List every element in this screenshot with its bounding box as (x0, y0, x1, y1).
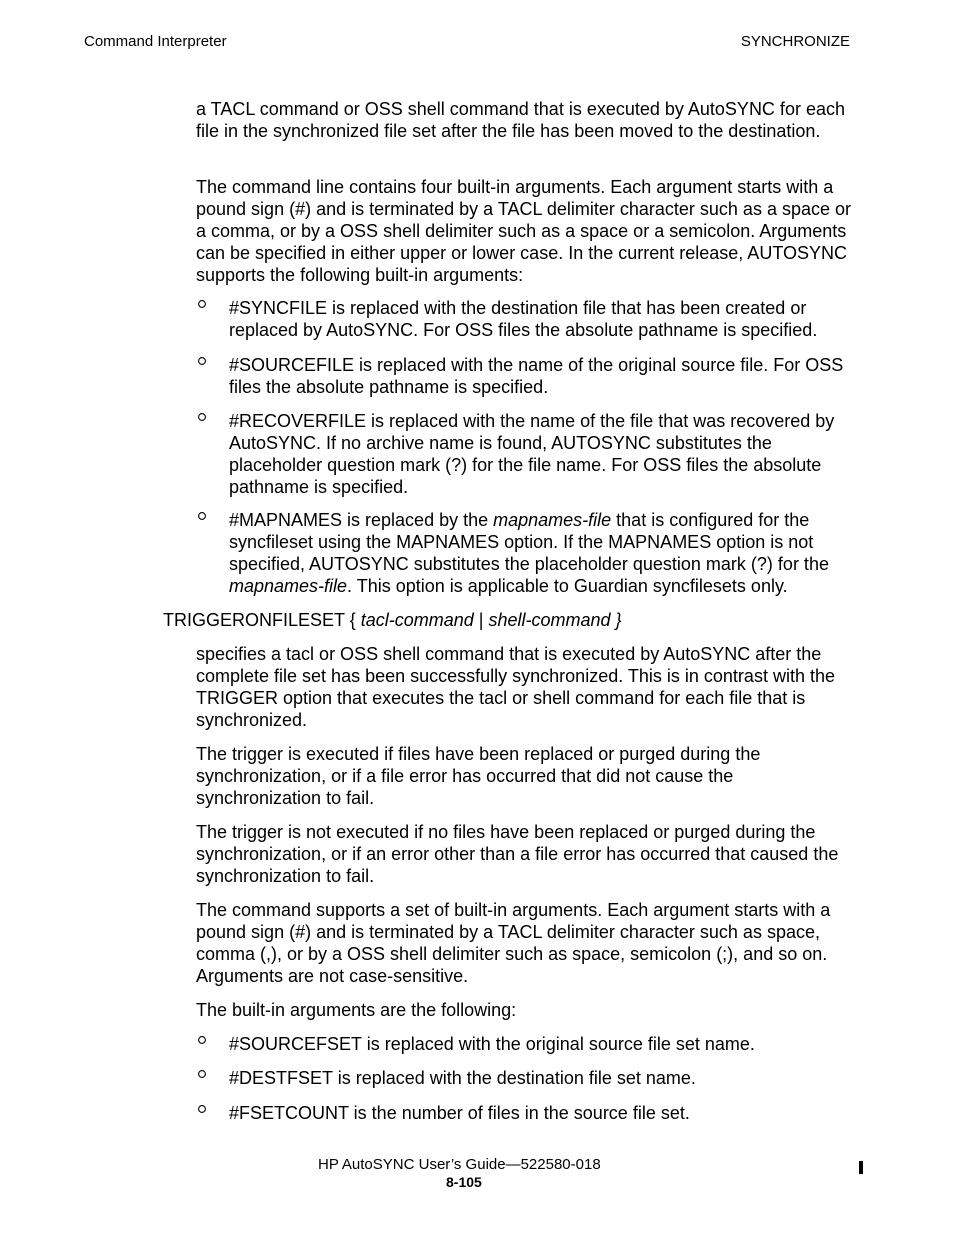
mapnames-file-term: mapnames-file (229, 576, 348, 596)
bullet-icon (197, 299, 207, 309)
option-separator: | (473, 610, 489, 630)
list-item-mapnames (229, 509, 859, 597)
triggeronfileset-not-executed: The trigger is not executed if no files have been replaced or purged during the synchronization, or if an error other than a file error has occurred that caused the synchronization to fail. (196, 822, 839, 886)
mapnames-file-term: mapnames-file (493, 510, 612, 530)
option-arg-tacl: tacl-command (360, 610, 474, 630)
mapnames-text-1: #MAPNAMES is replaced by the (229, 510, 494, 530)
list-item-recoverfile: #RECOVERFILE is replaced with the name of the file that was recovered by AutoSYNC. If no archive name is found, AUTOSYNC substitutes the placeholder question mark (?) for the file name. For OSS files the absolute pathname is specified. (229, 411, 835, 497)
bullet-icon (197, 1104, 207, 1114)
running-header-section: SYNCHRONIZE (740, 33, 850, 50)
running-header-chapter: Command Interpreter (84, 33, 227, 50)
mapnames-text-2: that is configured for the syncfileset using the MAPNAMES option. If the MAPNAMES option is not specified, AUTOSYNC substitutes the placeholder question mark (?) for the (229, 510, 829, 574)
list-item-sourcefile: #SOURCEFILE is replaced with the name of the original source file. For OSS files the absolute pathname is specified. (229, 355, 844, 397)
option-keyword: TRIGGERONFILESET { (163, 610, 361, 630)
bullet-icon (197, 1035, 207, 1045)
list-item-destfset: #DESTFSET is replaced with the destination file set name. (229, 1068, 696, 1088)
change-bar (859, 1161, 863, 1174)
triggeronfileset-arguments-intro: The built-in arguments are the following: (196, 1000, 517, 1020)
bullet-icon (197, 412, 207, 422)
bullet-icon (197, 356, 207, 366)
list-item-fsetcount: #FSETCOUNT is the number of files in the source file set. (229, 1103, 690, 1123)
option-heading-triggeronfileset (163, 609, 622, 631)
bullet-icon (197, 511, 207, 521)
trigger-arguments-intro: The command line contains four built-in arguments. Each argument starts with a pound sign (#) and is terminated by a TACL delimiter character such as a space or a comma, or by a OSS shell delimiter such as a space or a semicolon. Arguments can be specified in either upper or lower case. In the current release, AUTOSYNC supports the following built-in arguments: (196, 177, 851, 285)
footer-guide-title: HP AutoSYNC User’s Guide—522580-018 (318, 1156, 601, 1173)
mapnames-text-3: . This option is applicable to Guardian syncfilesets only. (347, 576, 788, 596)
list-item-syncfile: #SYNCFILE is replaced with the destination file that has been created or replaced by AutoSYNC. For OSS files the absolute pathname is specified. (229, 298, 818, 340)
list-item-sourcefset: #SOURCEFSET is replaced with the original source file set name. (229, 1034, 755, 1054)
option-arg-shell: shell-command } (488, 610, 622, 630)
triggeronfileset-arguments: The command supports a set of built-in arguments. Each argument starts with a pound sign (#) and is terminated by a TACL delimiter character such as space, comma (,), or by a OSS shell delimiter such as space, semicolon (;), and so on. Arguments are not case-sensitive. (196, 900, 831, 986)
trigger-description: a TACL command or OSS shell command that is executed by AutoSYNC for each file in the synchronized file set after the file has been moved to the destination. (196, 99, 845, 141)
triggeronfileset-executed: The trigger is executed if files have been replaced or purged during the synchronization, or if a file error has occurred that did not cause the synchronization to fail. (196, 744, 761, 808)
bullet-icon (197, 1069, 207, 1079)
page-number: 8-105 (446, 1174, 482, 1190)
triggeronfileset-description: specifies a tacl or OSS shell command that is executed by AutoSYNC after the complete file set has been successfully synchronized. This is in contrast with the TRIGGER option that executes the tacl or shell command for each file that is synchronized. (196, 644, 835, 730)
